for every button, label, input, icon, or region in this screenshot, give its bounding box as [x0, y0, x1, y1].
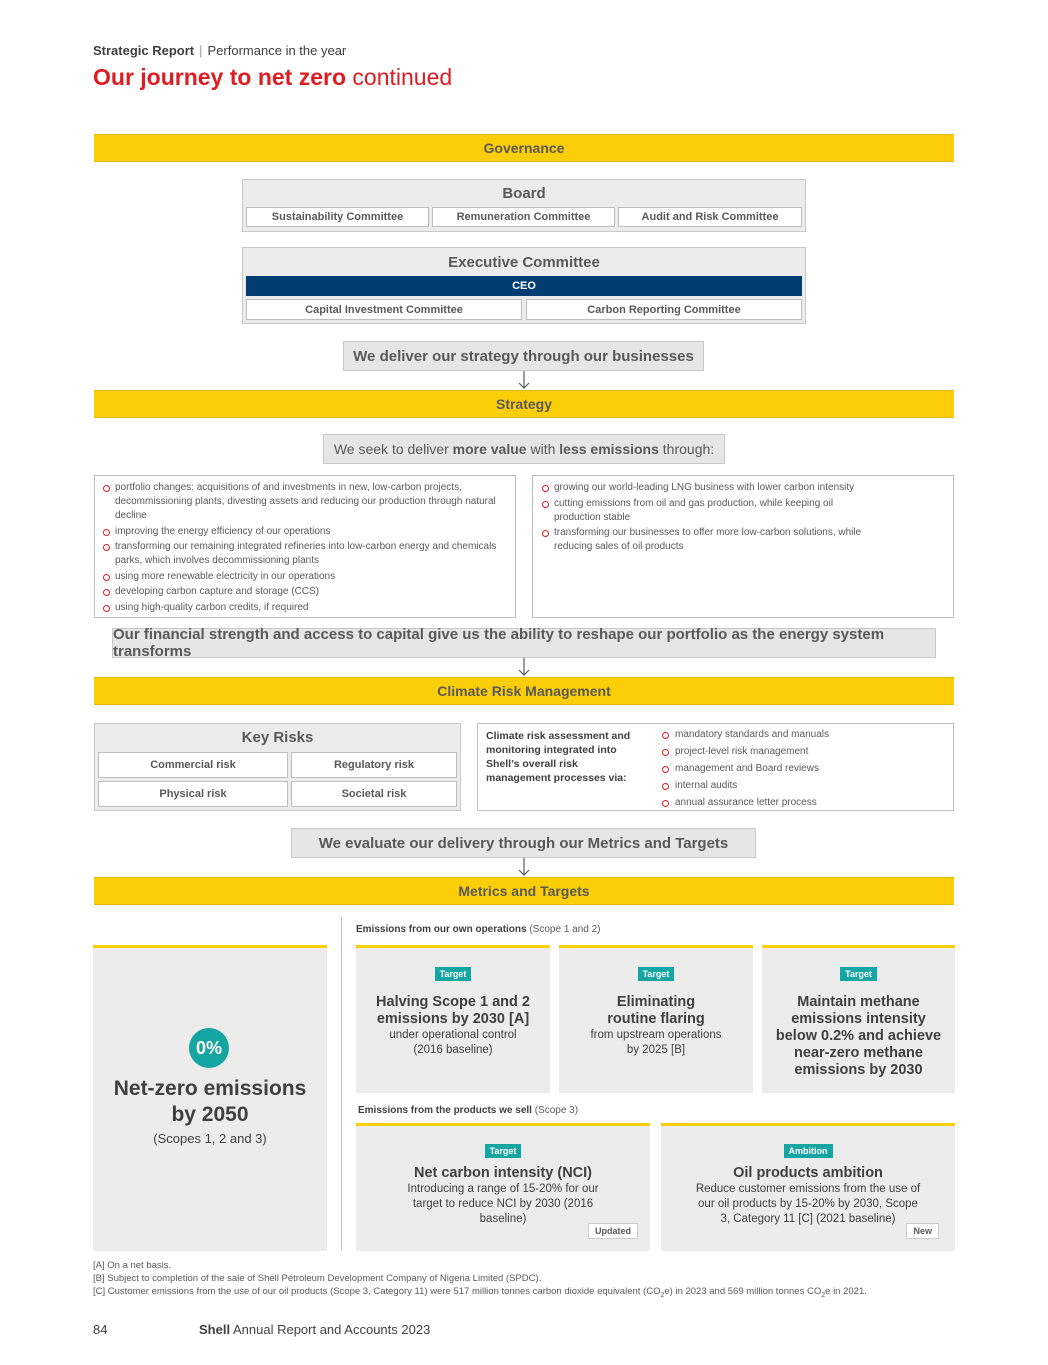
zero-percent-badge: 0%	[189, 1028, 229, 1068]
list-item: developing carbon capture and storage (CCS)	[103, 585, 507, 599]
footnote-c: [C] Customer emissions from the use of our oil products (Scope 3, Category 11) were 517 million tonnes carbon dioxide equivalent $(CO_2e)$ in 2023 and 569 million tonnes $CO_2e$ in 2021.	[93, 1286, 867, 1299]
list-item: growing our world-leading LNG business with lower carbon intensity	[542, 481, 873, 495]
card-title: Eliminating routine flaring	[607, 994, 705, 1027]
updated-label: Updated	[588, 1223, 638, 1239]
list-item: using high-quality carbon credits, if required	[103, 601, 507, 615]
risk-assessment-text: Climate risk assessment and monitoring integrated into Shell’s overall risk management processes via:	[486, 730, 631, 784]
list-item: management and Board reviews	[662, 761, 829, 777]
target-pill: Target	[638, 967, 675, 981]
list-item: improving the energy efficiency of our operations	[103, 525, 507, 539]
down-arrow-icon	[518, 658, 530, 678]
list-item: transforming our businesses to offer more low-carbon solutions, while reducing sales of oil products	[542, 526, 873, 554]
climate-risk-bar: Climate Risk Management	[94, 677, 954, 705]
down-arrow-icon	[518, 371, 530, 391]
risk-item: Physical risk	[98, 781, 288, 807]
metrics-evaluation-banner: We evaluate our delivery through our Metrics and Targets	[291, 828, 756, 858]
key-risks-title: Key Risks	[241, 729, 314, 746]
list-item: mandatory standards and manuals	[662, 727, 829, 743]
board-committee: Sustainability Committee	[246, 207, 429, 227]
risk-process-list	[662, 727, 829, 812]
executive-box	[242, 247, 806, 324]
list-item: transforming our remaining integrated refineries into low-carbon energy and chemicals parks, which involves decommissioning plants	[103, 540, 507, 568]
risk-process-box	[477, 723, 954, 811]
deliver-strategy-banner: We deliver our strategy through our businesses	[343, 341, 704, 371]
board-committee: Audit and Risk Committee	[618, 207, 802, 227]
exec-committee: Capital Investment Committee	[246, 299, 522, 320]
card-title: Net carbon intensity (NCI)	[413, 1165, 593, 1181]
governance-bar: Governance	[94, 134, 954, 162]
list-item: cutting emissions from oil and gas production, while keeping oil production stable	[542, 497, 873, 525]
product-card	[661, 1123, 955, 1251]
ambition-pill: Ambition	[784, 1144, 833, 1158]
net-zero-card	[93, 945, 327, 1251]
exec-committee: Carbon Reporting Committee	[526, 299, 802, 320]
ceo-bar: CEO	[246, 276, 802, 296]
list-item: internal audits	[662, 778, 829, 794]
target-pill: Target	[435, 967, 472, 981]
board-box	[242, 179, 806, 232]
strategy-bar: Strategy	[94, 390, 954, 418]
strategy-list-right	[532, 475, 954, 618]
risk-item: Commercial risk	[98, 752, 288, 778]
risk-item: Societal risk	[291, 781, 457, 807]
products-heading: Emissions from the products we sell (Scope 3)	[358, 1105, 579, 1116]
metrics-bar: Metrics and Targets	[94, 877, 954, 905]
target-pill: Target	[840, 967, 877, 981]
footnote-a: [A] On a net basis.	[93, 1260, 172, 1271]
net-zero-title: Net-zero emissions by 2050	[113, 1077, 307, 1126]
card-body: Reduce customer emissions from the use of our oil products by 15-20% by 2030, Scope 3, Category 11 [C] (2021 baseline)	[695, 1183, 921, 1225]
metrics-divider	[341, 917, 342, 1250]
strategy-intro: We seek to deliver more value with less emissions through:	[323, 434, 725, 464]
product-card	[356, 1123, 650, 1251]
strategy-list-left	[94, 475, 516, 618]
list-item: project-level risk management	[662, 744, 829, 760]
card-title: Maintain methane emissions intensity below 0.2% and achieve near-zero methane emissions by 2030	[775, 994, 942, 1078]
target-card	[356, 945, 550, 1093]
card-body: under operational control (2016 baseline)	[389, 1029, 517, 1056]
card-body: from upstream operations by 2025 [B]	[590, 1029, 722, 1056]
key-risks-box	[94, 723, 461, 811]
card-title: Halving Scope 1 and 2 emissions by 2030 [A]	[376, 994, 530, 1027]
board-committee: Remuneration Committee	[432, 207, 615, 227]
page-number: 84	[93, 1322, 108, 1337]
footer-brand: Shell Annual Report and Accounts 2023	[199, 1322, 431, 1337]
card-body: Introducing a range of 15-20% for our target to reduce NCI by 2030 (2016 baseline)	[407, 1183, 599, 1225]
down-arrow-icon	[518, 858, 530, 878]
card-title: Oil products ambition	[733, 1165, 883, 1181]
risk-item: Regulatory risk	[291, 752, 457, 778]
target-card	[762, 945, 955, 1093]
footnote-b: [B] Subject to completion of the sale of Shell Petroleum Development Company of Nigeria Limited (SPDC).	[93, 1273, 542, 1284]
target-card	[559, 945, 753, 1093]
target-pill: Target	[485, 1144, 522, 1158]
board-title: Board	[502, 185, 546, 202]
report-section: Strategic Report | Performance in the year	[93, 43, 347, 58]
ops-heading: Emissions from our own operations (Scope 1 and 2)	[356, 924, 601, 935]
list-item: annual assurance letter process	[662, 795, 829, 811]
new-label: New	[906, 1223, 939, 1239]
list-item: portfolio changes: acquisitions of and investments in new, low-carbon projects, decommissioning plants, divesting assets and reducing our production through natural decline	[103, 481, 507, 523]
executive-title: Executive Committee	[448, 254, 600, 271]
net-zero-subtitle: (Scopes 1, 2 and 3)	[153, 1131, 267, 1146]
financial-strength-banner: Our financial strength and access to capital give us the ability to reshape our portfolio as the energy system transforms	[112, 628, 936, 658]
page-title: Our journey to net zero continued	[93, 64, 453, 90]
list-item: using more renewable electricity in our operations	[103, 570, 507, 584]
